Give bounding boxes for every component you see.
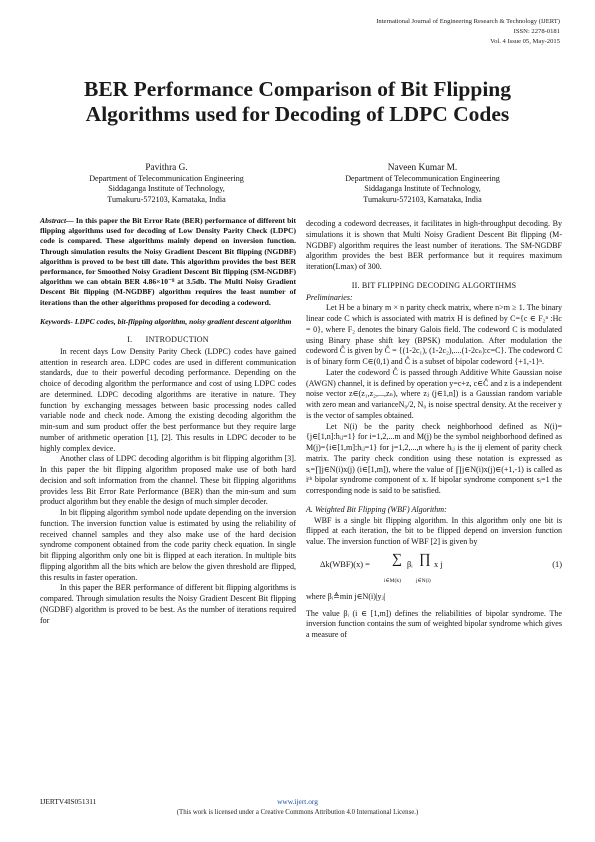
equation-number: (1) — [552, 559, 562, 569]
left-column — [40, 216, 296, 626]
intro-paragraph-2: Another class of LDPC decoding algorithm is bit flipping algorithm [3]. In this paper the bit flipping algorithm proposed make use of both hard decision and soft information from the channel. These bit flipping algorithms provides less Bit Error Rate Performance (BER) than the min-sum and sum product algorithm but they enable the design of much simpler decoder. — [40, 454, 296, 507]
section-number: I. — [127, 335, 133, 345]
abstract-text: In this paper the Bit Error Rate (BER) performance of different bit flipping algorithms used for decoding of Low Density Parity Check (LDPC) code is compared. These algorithms mainly depend on inversion function. Through simulation results the Noisy Gradient Descent Bit flipping (NGDBF) algorithm is proved to be best till date. This algorithm provides the best BER performance, for Smoothed Noisy Gradient Descent Bit flipping (SM-NGDBF) algorithm we can obtain BER 4.86×10⁻⁸ at 3.5db. The Multi Noisy Gradient Descent Bit flipping (M-NGDBF) algorithm requires the least number of iterations than the other algorithms proposed for decoding a codeword. — [40, 216, 296, 307]
author-dept: Department of Telecommunication Engineering — [89, 174, 244, 183]
license-notice: (This work is licensed under a Creative Commons Attribution 4.0 International License.) — [176, 809, 419, 816]
keywords: Keywords- LDPC codes, bit-flipping algorithm, noisy gradient descent algorithm — [40, 316, 292, 326]
abstract — [40, 216, 296, 308]
title-line-1: BER Performance Comparison of Bit Flipping — [84, 77, 511, 101]
section-title: INTRODUCTION — [145, 335, 209, 345]
intro-paragraph-3: In bit flipping algorithm symbol node update depending on the inversion function. The inversion function value is estimated by using the reliability of received channel samples and they also make use of the hard decision syndrome component obtained from the code parity check equation. In single bit flipping algorithm only one bit is flipped at each iteration. In multiple bits flipping algorithm all the bits which are below the given threshold are flipped, this results in faster operation. — [40, 508, 296, 582]
journal-name: International Journal of Engineering Research & Technology (IJERT) — [376, 18, 560, 25]
preliminaries-heading: Preliminaries: — [306, 292, 353, 302]
equation-xj: x j — [434, 559, 443, 569]
author-dept: Department of Telecommunication Engineering — [345, 174, 500, 183]
intro-paragraph-1: In recent days Low Density Parity Check (LDPC) codes have gained attention in research area. LDPC codes are used in different communication standards, due to their powerful decoding performance. Depending on the choice of decoding algorithm the performance and cost of using LDPC codes are determined. LDPC decoding algorithms are iterative in nature. They function by exchanging messages between basic processing nodes called variable node and check node. Among the existing decoding algorithm the min-sum and sum product offer the best performance but they require large number of arithmetic operation [1], [2]. This results in LDPC decoder to be highly complex device. — [40, 346, 296, 453]
paper-id: IJERTV4IS051311 — [40, 797, 97, 806]
author-block-2 — [300, 162, 545, 205]
abstract-label: Abstract— — [40, 216, 74, 225]
wbf-paragraph-2: The value βᵢ (i ∈ [1,m]) defines the reliabilities of bipolar syndrome. The inversion function contains the sum of weighted bipolar syndrome which gives a measure of — [306, 608, 562, 639]
prelim-paragraph-3: Let N(i) be the parity check neighborhood defined as N(i)={j∈[1,n]:hᵢⱼ=1} for i=1,2,...m and M(j) be the symbol neighborhood defined as M(j)={i∈[1,m]:hᵢⱼ=1} for j=1,2,...,n where hᵢⱼ is the ij element of parity check matrix. The parity check condition using these notation is expressed as sᵢ=∏j∈N(i)x(j) (i∈[1,m]), where the value of ∏j∈N(i)x(j)∈(+1,-1) is called as iᵗʰ bipolar syndrome component of x. If bipolar syndrome component sᵢ=1 the corresponding node is said to be satisfied. — [306, 421, 562, 495]
journal-url-link[interactable]: www.ijert.org — [277, 797, 318, 806]
journal-issn: ISSN: 2278-0181 — [513, 27, 560, 35]
equation-where: where βᵢ≜min j∈N(i)|yⱼ| — [306, 591, 386, 601]
title-line-2: Algorithms used for Decoding of LDPC Codes — [85, 102, 510, 126]
section-heading-bf: II. BIT FLIPPING DECODING ALGORTIHMS — [351, 280, 517, 290]
journal-header — [376, 17, 560, 46]
continued-paragraph: decoding a codeword decreases, it facilitates in high-throughput decoding. By simulations it is shown that Multi Noisy Gradient Descent Bit flipping (M-NGDBF) algorithm requires the least number of iterations. The SM-NGDBF algorithm provides the best BER performance but it requires maximum iteration(Lmax) of 300. — [306, 219, 562, 271]
prelim-paragraph-2: Later the codeword Ĉ is passed through Additive White Gaussian noise (AWGN) channel, it is defined by operation y=c+z, c∈Ĉ and z is a independent noise vector z∈(z₁,z₂,...,zₙ), where zⱼ (j∈1,n]) is a Gaussian random variable with zero mean and varianceN₀/2, N₀ is noise spectral density. At the receiver y is the vector of samples obtained. — [306, 367, 562, 420]
author-name: Naveen Kumar M. — [387, 163, 458, 173]
product-symbol: ∏ — [419, 551, 431, 567]
sum-symbol: ∑ — [392, 551, 402, 567]
author-addr: Tumakuru-572103, Karnataka, India — [107, 194, 226, 204]
author-name: Pavithra G. — [145, 163, 188, 173]
equation-lhs: Δk(WBF)(x) = — [320, 559, 370, 569]
prelim-paragraph-1: Let H be a binary m × n parity check matrix, where n>m ≥ 1. The binary linear code C which is associated with matrix H is defined by C={c ∈ F₂ⁿ :Hc = 0}, where F₂ denotes the binary Galois field. The codeword C is modulated using Binary phase shift key (BPSK) modulation. After modulation the codeword Ĉ is given by Ĉ = {(1-2c₁), (1-2c₂),....(1-2cₙ):c=C}. The codeword C is of binary form C∈(0,1) and Ĉ is a subset of bipolar codeword {+1,-1}ⁿ. — [306, 303, 562, 366]
equation-1 — [306, 551, 562, 588]
subsection-heading-wbf: A. Weighted Bit Flipping (WBF) Algorithm: — [306, 504, 447, 514]
section-heading-intro — [40, 335, 296, 346]
intro-paragraph-4: In this paper the BER performance of different bit flipping algorithms is compared. Through simulation results the Noisy Gradient Descent Bit flipping (NGDBF) algorithm is proved to be best. As the number of iterations required for — [40, 583, 296, 625]
author-inst: Siddaganga Institute of Technology, — [364, 184, 481, 194]
author-addr: Tumakuru-572103, Karnataka, India — [363, 194, 482, 204]
paper-title — [40, 77, 555, 127]
author-inst: Siddaganga Institute of Technology, — [108, 184, 225, 194]
sum-subscript: i∈M(k) — [384, 577, 401, 584]
product-subscript: j∈N(i) — [416, 577, 431, 584]
author-block-1 — [44, 162, 289, 205]
journal-volume: Vol. 4 Issue 05, May-2015 — [490, 37, 560, 45]
equation-beta: βᵢ — [407, 559, 413, 569]
wbf-paragraph-1: WBF is a single bit flipping algorithm. In this algorithm only one bit is flipped at each iteration, the bit to be flipped depend on inversion function value. The inversion function of WBF [2] is given by — [306, 515, 562, 546]
right-column — [306, 219, 562, 641]
